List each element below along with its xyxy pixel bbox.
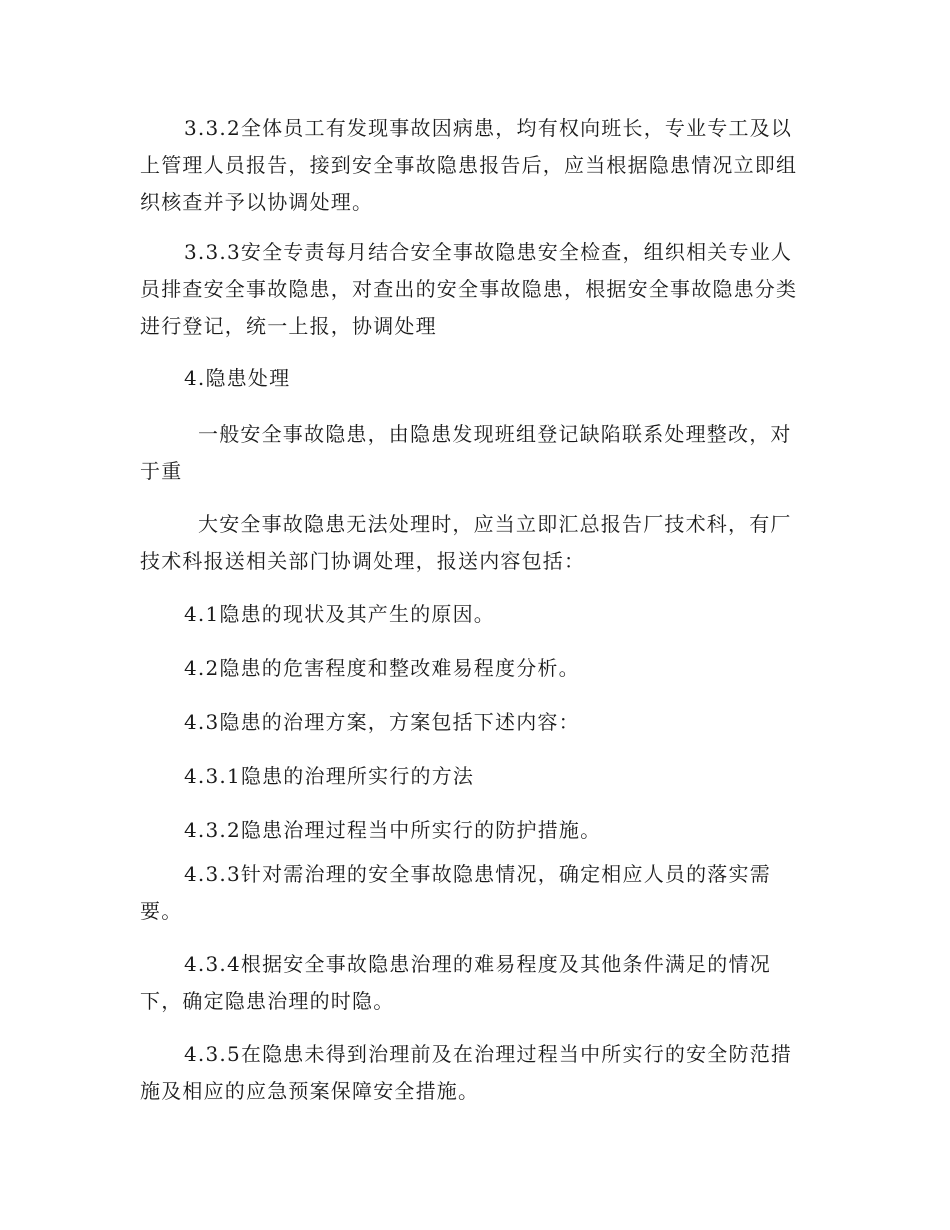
paragraph-3-3-3: 3.3.3安全专责每月结合安全事故隐患安全检查，组织相关专业人员排查安全事故隐患，对查出的安全事故隐患，根据安全事故隐患分类进行登记，统一上报，协调处理 bbox=[140, 240, 798, 338]
paragraph-general-hazard: 一般安全事故隐患，由隐患发现班组登记缺陷联系处理整改，对于重 bbox=[140, 422, 792, 483]
paragraph-4-3-4: 4.3.4根据安全事故隐患治理的难易程度及其他条件满足的情况下，确定隐患治理的时隐。 bbox=[140, 952, 771, 1013]
paragraph-4-3-1: 4.3.1隐患的治理所实行的方法 bbox=[184, 764, 475, 788]
paragraph-4-3-5: 4.3.5在隐患未得到治理前及在治理过程当中所实行的安全防范措施及相应的应急预案保障安全措施。 bbox=[140, 1042, 793, 1103]
paragraph-4-3-2: 4.3.2隐患治理过程当中所实行的防护措施。 bbox=[184, 818, 602, 842]
section-heading-4: 4.隐患处理 bbox=[184, 366, 291, 390]
paragraph-4-3: 4.3隐患的治理方案，方案包括下述内容： bbox=[184, 710, 580, 734]
paragraph-4-2: 4.2隐患的危害程度和整改难易程度分析。 bbox=[184, 656, 580, 680]
paragraph-3-3-2: 3.3.2全体员工有发现事故因病患，均有权向班长，专业专工及以上管理人员报告，接到安全事故隐患报告后，应当根据隐患情况立即组织核查并予以协调处理。 bbox=[140, 116, 798, 214]
paragraph-4-3-3: 4.3.3针对需治理的安全事故隐患情况，确定相应人员的落实需要。 bbox=[140, 862, 771, 923]
paragraph-major-hazard: 大安全事故隐患无法处理时，应当立即汇总报告厂技术科，有厂技术科报送相关部门协调处理，报送内容包括： bbox=[140, 512, 792, 573]
paragraph-4-1: 4.1隐患的现状及其产生的原因。 bbox=[184, 602, 496, 626]
